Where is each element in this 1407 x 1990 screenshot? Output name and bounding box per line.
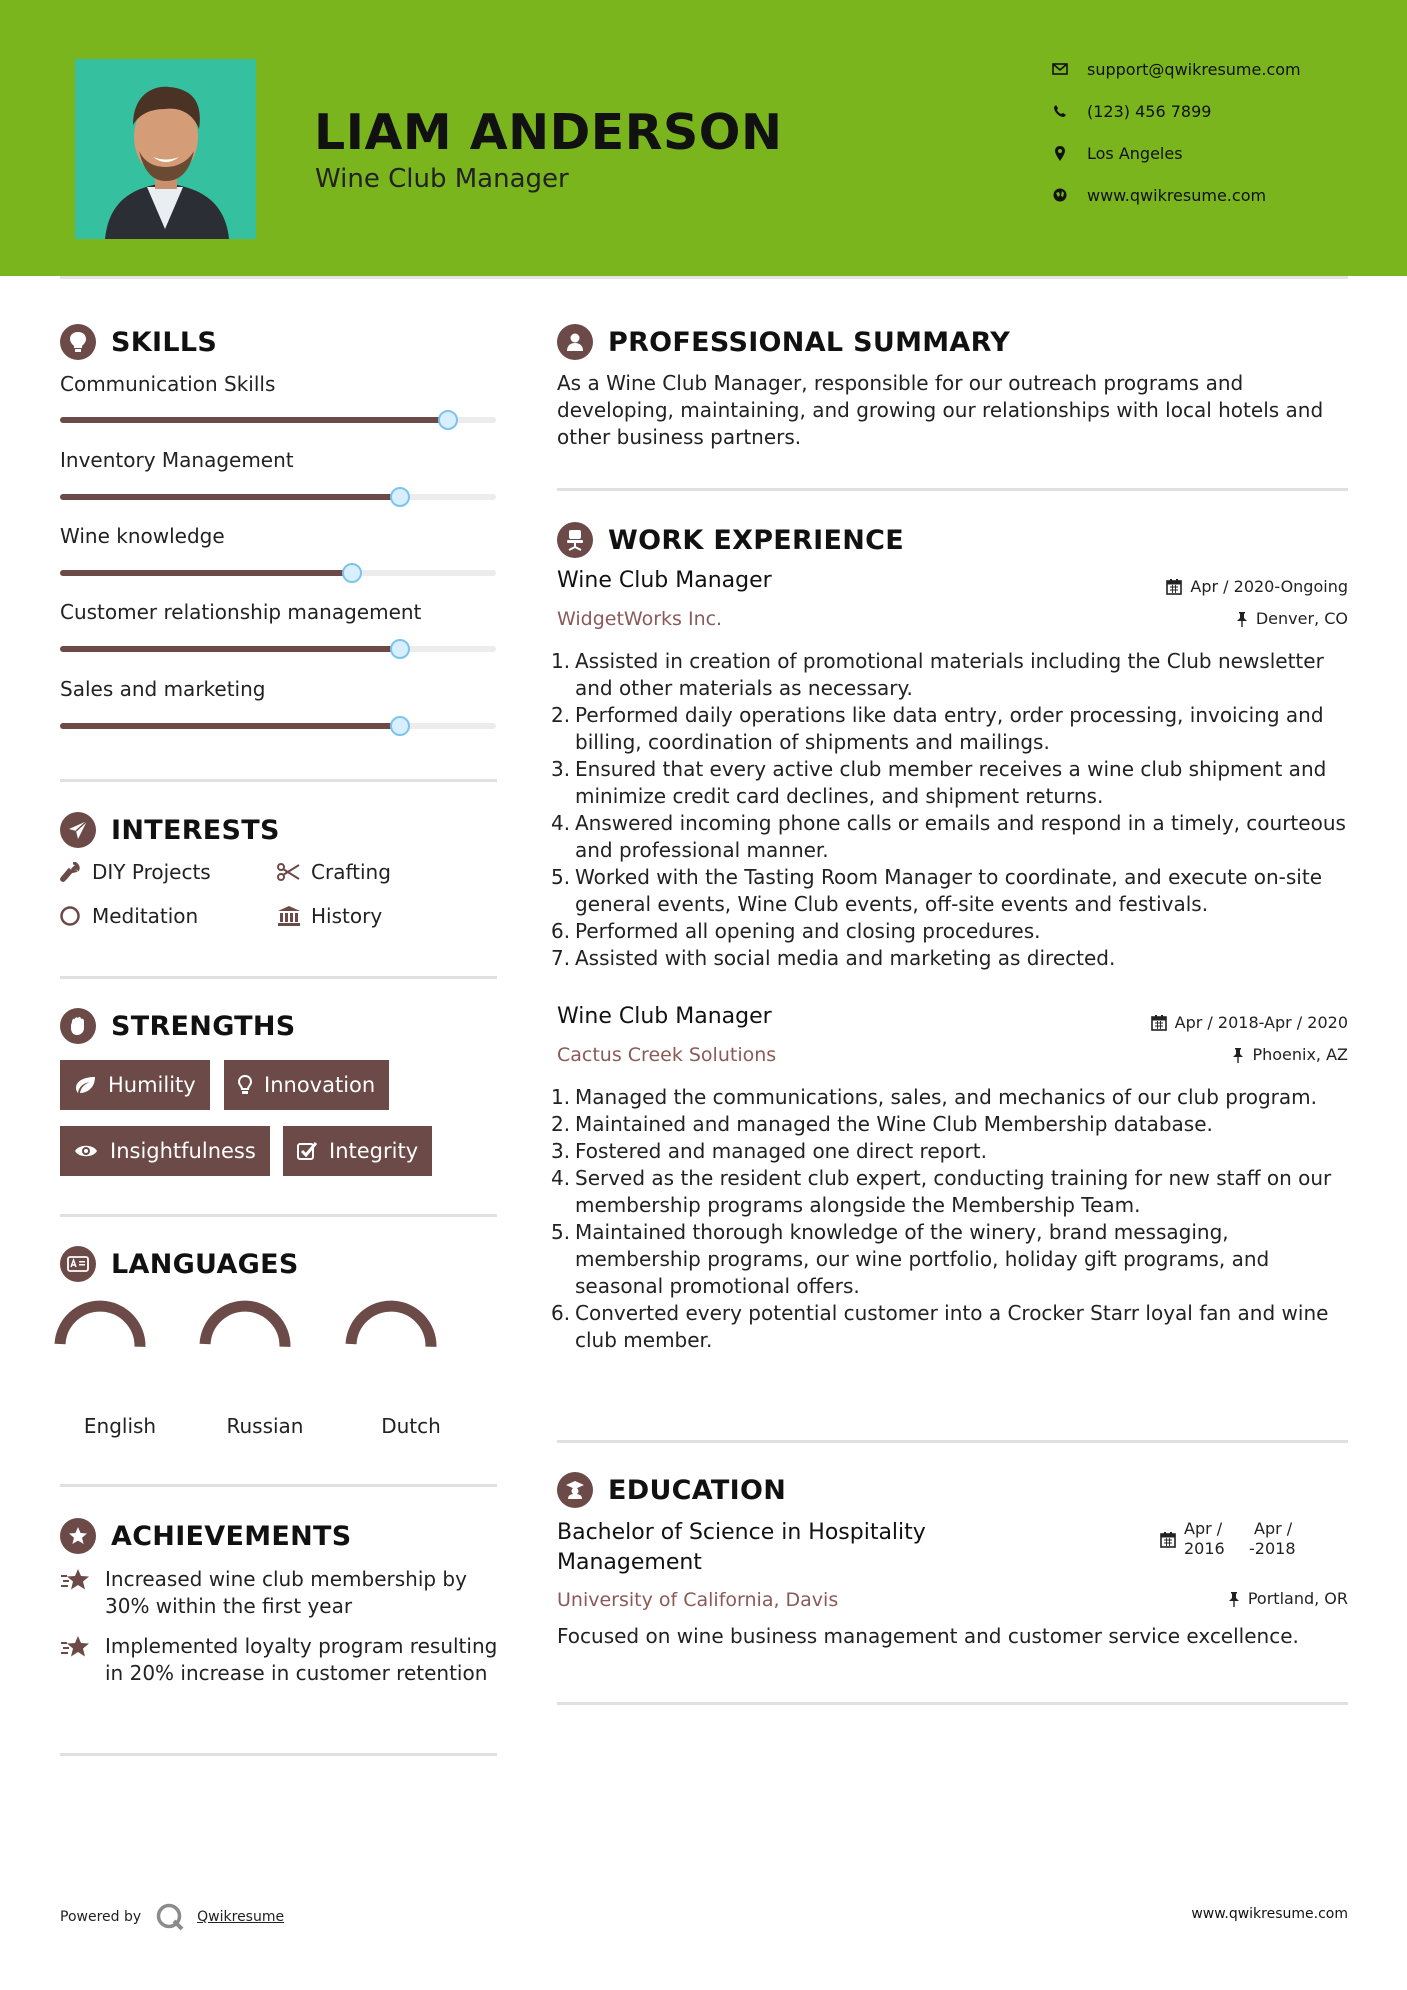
calendar-icon bbox=[1160, 1519, 1176, 1559]
scissors-icon bbox=[277, 863, 301, 881]
job-location bbox=[1236, 609, 1348, 628]
skill-bar-knob bbox=[438, 410, 458, 430]
language-icon bbox=[60, 1246, 96, 1282]
candidate-title: Wine Club Manager bbox=[315, 164, 569, 194]
skill-bar-knob bbox=[390, 639, 410, 659]
contact-email-text: support@qwikresume.com bbox=[1087, 59, 1301, 79]
section-divider bbox=[60, 1484, 497, 1487]
summary-text: As a Wine Club Manager, responsible for our outreach programs and developing, maintaining, and growing our relationships with local hotels and other business partners. bbox=[557, 371, 1324, 449]
strength-badge bbox=[283, 1126, 432, 1176]
job-dates bbox=[1151, 1013, 1348, 1032]
skills-title: SKILLS bbox=[111, 326, 218, 358]
star-icon bbox=[60, 1633, 105, 1687]
language-label: Dutch bbox=[381, 1414, 441, 1438]
eye-icon bbox=[74, 1143, 98, 1159]
education-location-text: Portland, OR bbox=[1247, 1589, 1348, 1608]
achievement-text: Increased wine club membership by 30% within the first year bbox=[105, 1567, 467, 1618]
leaf-icon bbox=[74, 1076, 96, 1094]
job-bullet: 6. Converted every potential customer into a Crocker Starr loyal fan and wine club member. bbox=[551, 1301, 1329, 1352]
strengths-heading bbox=[60, 1008, 296, 1044]
skill-label: Customer relationship management bbox=[60, 600, 422, 624]
contact-email[interactable] bbox=[1050, 54, 1370, 84]
interest-label: Meditation bbox=[92, 904, 199, 928]
degree-line: Management bbox=[557, 1550, 702, 1575]
job-bullets bbox=[551, 648, 1351, 972]
skill-bar-knob bbox=[390, 487, 410, 507]
experience-title: WORK EXPERIENCE bbox=[608, 524, 904, 556]
office-chair-icon bbox=[557, 522, 593, 558]
phone-icon bbox=[1050, 104, 1070, 118]
job-location-text: Phoenix, AZ bbox=[1252, 1045, 1348, 1064]
strength-label: Humility bbox=[108, 1073, 196, 1097]
pushpin-icon bbox=[1236, 611, 1248, 627]
map-pin-icon bbox=[1050, 146, 1070, 161]
skill-bar bbox=[60, 570, 496, 576]
header-divider bbox=[60, 276, 1348, 279]
achievement-item bbox=[60, 1633, 500, 1687]
calendar-icon bbox=[1151, 1015, 1167, 1031]
skill-bar bbox=[60, 646, 496, 652]
interest-item bbox=[277, 904, 382, 928]
strength-label: Insightfulness bbox=[110, 1139, 256, 1163]
job-bullet: 2. Maintained and managed the Wine Club Membership database. bbox=[551, 1112, 1213, 1136]
education-title: EDUCATION bbox=[608, 1474, 787, 1506]
job-bullets bbox=[551, 1084, 1351, 1354]
degree-title bbox=[557, 1518, 926, 1578]
skill-bar-knob bbox=[390, 716, 410, 736]
education-description: Focused on wine business management and customer service excellence. bbox=[557, 1624, 1299, 1648]
contact-website[interactable] bbox=[1050, 180, 1370, 210]
pushpin-icon bbox=[1228, 1591, 1240, 1607]
section-divider bbox=[60, 1214, 497, 1217]
job-bullet: 5. Maintained thorough knowledge of the winery, brand messaging, membership programs, our wine portfolio, holiday gift programs, and seasonal promotional offers. bbox=[551, 1220, 1270, 1298]
skill-bar bbox=[60, 723, 496, 729]
job-bullet: 7. Assisted with social media and marketing as directed. bbox=[551, 946, 1116, 970]
language-gauge-arc bbox=[60, 1306, 140, 1347]
job-title: Wine Club Manager bbox=[557, 568, 772, 593]
interest-label: Crafting bbox=[311, 860, 391, 884]
job-bullet: 2. Performed daily operations like data entry, order processing, invoicing and billing, coordination of shipments and mailings. bbox=[551, 703, 1324, 754]
section-divider bbox=[557, 1440, 1348, 1443]
language-label: Russian bbox=[226, 1414, 304, 1438]
lightbulb-icon bbox=[238, 1075, 252, 1095]
candidate-name: LIAM ANDERSON bbox=[314, 104, 783, 161]
skill-label: Communication Skills bbox=[60, 372, 276, 396]
checkbox-icon bbox=[297, 1141, 317, 1161]
education-heading bbox=[557, 1472, 786, 1508]
fist-icon bbox=[60, 1008, 96, 1044]
job-company: Cactus Creek Solutions bbox=[557, 1044, 777, 1066]
job-bullet: 1. Assisted in creation of promotional materials including the Club newsletter and other materials as necessary. bbox=[551, 649, 1324, 700]
skill-bar-fill bbox=[60, 417, 448, 423]
skills-heading bbox=[60, 324, 217, 360]
education-location bbox=[1228, 1589, 1348, 1608]
achievement-item bbox=[60, 1566, 500, 1620]
education-end: Apr / -2018 bbox=[1249, 1519, 1296, 1558]
summary-heading bbox=[557, 324, 1010, 360]
strength-badge bbox=[60, 1060, 210, 1110]
user-icon bbox=[557, 324, 593, 360]
job-bullet: 6. Performed all opening and closing procedures. bbox=[551, 919, 1041, 943]
job-dates bbox=[1166, 577, 1348, 596]
degree-line: Bachelor of Science in Hospitality bbox=[557, 1520, 926, 1545]
star-badge-icon bbox=[60, 1518, 96, 1554]
languages-heading bbox=[60, 1246, 299, 1282]
lightbulb-icon bbox=[60, 324, 96, 360]
skill-bar-fill bbox=[60, 646, 400, 652]
skill-bar bbox=[60, 417, 496, 423]
interest-item bbox=[58, 904, 198, 928]
job-title: Wine Club Manager bbox=[557, 1004, 772, 1029]
contact-phone-text: (123) 456 7899 bbox=[1087, 101, 1212, 121]
job-dates-text: Apr / 2018-Apr / 2020 bbox=[1174, 1013, 1348, 1032]
skill-label: Inventory Management bbox=[60, 448, 294, 472]
job-location bbox=[1232, 1045, 1348, 1064]
interest-label: DIY Projects bbox=[92, 860, 211, 884]
footer-website[interactable]: www.qwikresume.com bbox=[1191, 1906, 1348, 1922]
globe-icon bbox=[1050, 188, 1070, 202]
job-bullet: 4. Served as the resident club expert, conducting training for new staff on our membership programs alongside the Membership Team. bbox=[551, 1166, 1332, 1217]
language-gauge bbox=[339, 1298, 469, 1398]
section-divider bbox=[557, 1702, 1348, 1705]
job-company: WidgetWorks Inc. bbox=[557, 608, 723, 630]
language-gauge bbox=[193, 1298, 323, 1398]
education-dates bbox=[1160, 1519, 1304, 1559]
section-divider bbox=[557, 488, 1348, 491]
section-divider bbox=[60, 1753, 497, 1756]
language-gauge bbox=[48, 1298, 178, 1398]
circle-icon bbox=[58, 906, 82, 926]
job-bullet: 3. Ensured that every active club member receives a wine club shipment and minimize credit card declines, and shipment returns. bbox=[551, 757, 1327, 808]
section-divider bbox=[60, 976, 497, 979]
contact-website-text: www.qwikresume.com bbox=[1087, 185, 1267, 205]
job-dates-text: Apr / 2020-Ongoing bbox=[1190, 577, 1348, 596]
footer-powered-by bbox=[60, 1902, 284, 1932]
interest-item bbox=[277, 860, 391, 884]
interests-title: INTERESTS bbox=[111, 814, 280, 846]
powered-by-text: Powered by bbox=[60, 1909, 142, 1925]
job-location-text: Denver, CO bbox=[1255, 609, 1348, 628]
star-icon bbox=[60, 1566, 105, 1620]
museum-icon bbox=[277, 905, 301, 927]
languages-title: LANGUAGES bbox=[111, 1248, 299, 1280]
job-bullet: 3. Fostered and managed one direct report. bbox=[551, 1139, 987, 1163]
achievements-heading bbox=[60, 1518, 352, 1554]
skill-bar-fill bbox=[60, 494, 400, 500]
qwikresume-logo-icon bbox=[155, 1902, 185, 1932]
interest-label: History bbox=[311, 904, 383, 928]
language-gauge-arc bbox=[351, 1306, 431, 1347]
envelope-icon bbox=[1050, 63, 1070, 75]
contact-phone[interactable] bbox=[1050, 96, 1370, 126]
profile-photo bbox=[75, 59, 256, 239]
graduate-icon bbox=[557, 1472, 593, 1508]
section-divider bbox=[60, 779, 497, 782]
strength-badge bbox=[60, 1126, 270, 1176]
language-gauge-arc bbox=[205, 1306, 285, 1347]
job-bullet: 4. Answered incoming phone calls or emails and respond in a timely, courteous and professional manner. bbox=[551, 811, 1346, 862]
language-label: English bbox=[83, 1414, 157, 1438]
skill-label: Sales and marketing bbox=[60, 677, 266, 701]
contact-location-text: Los Angeles bbox=[1087, 143, 1183, 163]
interests-heading bbox=[60, 812, 280, 848]
strength-badge bbox=[224, 1060, 389, 1110]
education-start: Apr / 2016 bbox=[1184, 1519, 1225, 1558]
achievement-text: Implemented loyalty program resulting in 20% increase in customer retention bbox=[105, 1634, 498, 1685]
strength-label: Integrity bbox=[329, 1139, 419, 1163]
paper-plane-icon bbox=[60, 812, 96, 848]
job-bullet: 5. Worked with the Tasting Room Manager to coordinate, and execute on-site general events, Wine Club events, off-site events and festivals. bbox=[551, 865, 1323, 916]
summary-title: PROFESSIONAL SUMMARY bbox=[608, 326, 1011, 358]
skill-bar-fill bbox=[60, 570, 352, 576]
skill-bar bbox=[60, 494, 496, 500]
achievements-title: ACHIEVEMENTS bbox=[111, 1520, 352, 1552]
experience-heading bbox=[557, 522, 904, 558]
interest-item bbox=[58, 860, 211, 884]
qwikresume-link[interactable]: Qwikresume bbox=[197, 1909, 285, 1925]
skill-bar-knob bbox=[342, 563, 362, 583]
school-name: University of California, Davis bbox=[557, 1589, 839, 1611]
skill-bar-fill bbox=[60, 723, 400, 729]
contact-location bbox=[1050, 138, 1370, 168]
strength-label: Innovation bbox=[264, 1073, 376, 1097]
pushpin-icon bbox=[1232, 1047, 1244, 1063]
job-bullet: 1. Managed the communications, sales, and mechanics of our club program. bbox=[551, 1085, 1317, 1109]
wrench-icon bbox=[58, 862, 82, 882]
calendar-icon bbox=[1166, 579, 1182, 595]
strengths-title: STRENGTHS bbox=[111, 1010, 296, 1042]
skill-label: Wine knowledge bbox=[60, 524, 225, 548]
